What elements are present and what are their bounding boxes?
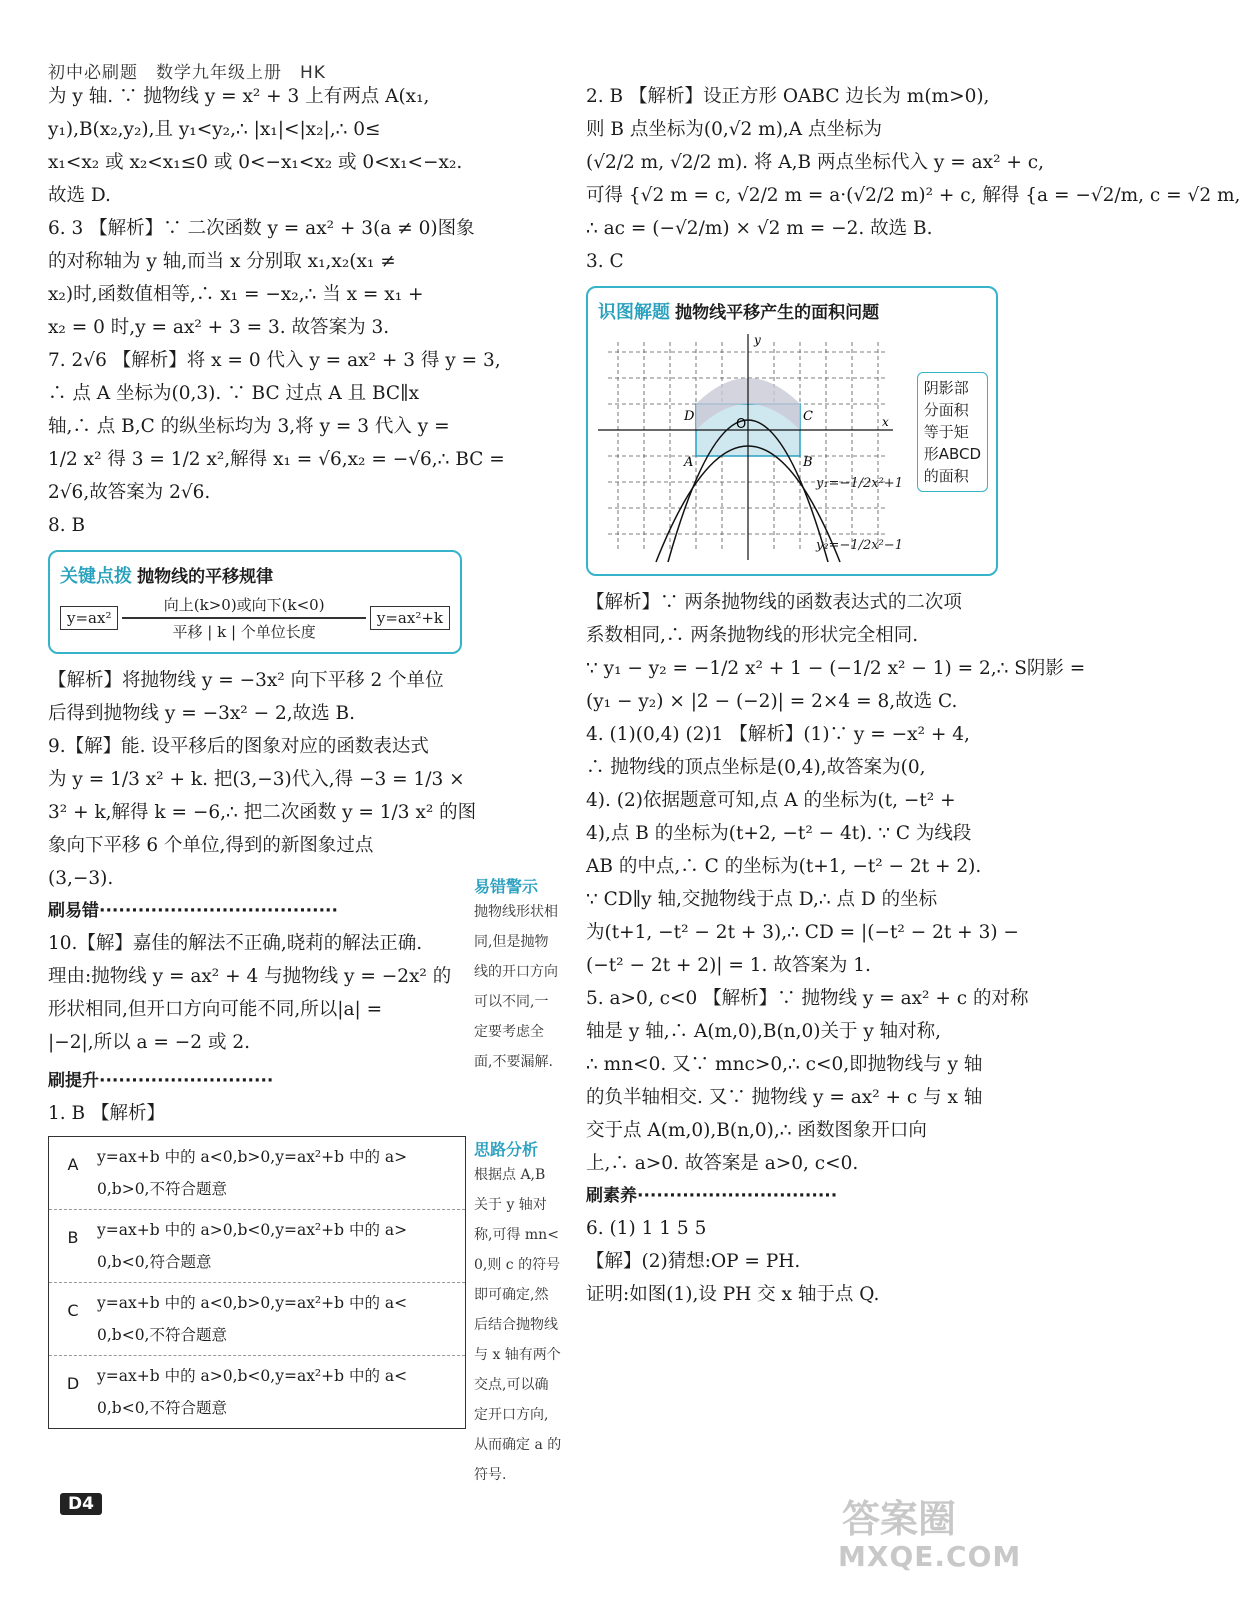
watermark-logo: 答案圈	[842, 1497, 957, 1541]
page-number: D4	[60, 1493, 102, 1515]
text-line: 为(t+1, −t² − 2t + 3),∴ CD = |(−t² − 2t + 3) −	[586, 922, 1019, 943]
svg-text:y: y	[754, 333, 761, 347]
text-line: ∴ mn<0. 又∵ mnc>0,∴ c<0,即抛物线与 y 轴	[586, 1054, 983, 1075]
side-note-silu	[474, 1125, 586, 1490]
option-text: 0,b>0,不符合题意	[97, 1180, 227, 1198]
page-header: 初中必刷题 数学九年级上册 HK	[48, 63, 326, 83]
option-text: 0,b<0,不符合题意	[97, 1326, 227, 1344]
option-row	[49, 1283, 465, 1356]
side-note-line: 同,但是抛物	[474, 934, 549, 950]
left-text-block-1	[48, 80, 505, 542]
text-line: x₁<x₂ 或 x₂<x₁≤0 或 0<−x₁<x₂ 或 0<x₁<−x₂.	[48, 152, 463, 173]
side-note-line: 与 x 轴有两个	[474, 1347, 561, 1363]
left-text-block-2	[48, 664, 477, 895]
graph-eq2: y₂=−1/2x²−1	[816, 538, 903, 553]
text-line: ∵ CD∥y 轴,交抛物线于点 D,∴ 点 D 的坐标	[586, 889, 938, 910]
text-line: ∴ ac = (−√2/m) × √2 m = −2. 故选 B.	[586, 218, 933, 239]
section-yicuo: 刷易错·····································	[48, 901, 338, 921]
text-line: x₂)时,函数值相等,∴ x₁ = −x₂,∴ 当 x = x₁ +	[48, 284, 424, 305]
side-note-line: 可以不同,一	[474, 994, 549, 1010]
svg-text:O: O	[736, 417, 747, 432]
text-line: 的对称轴为 y 轴,而当 x 分别取 x₁,x₂(x₁ ≠	[48, 251, 396, 272]
translation-rule	[60, 594, 450, 642]
side-note-line: 关于 y 轴对	[474, 1197, 547, 1213]
right-text-block-1	[586, 80, 1240, 278]
text-line: 形状相同,但开口方向可能不同,所以|a| =	[48, 999, 383, 1020]
graph-box-title: 识图解题 抛物线平移产生的面积问题	[598, 302, 880, 323]
text-line: AB 的中点,∴ C 的坐标为(t+1, −t² − 2t + 2).	[586, 856, 982, 877]
side-note-line: 0,则 c 的符号	[474, 1257, 561, 1273]
left-text-block-3	[48, 927, 468, 1059]
to-formula: y=ax²+k	[370, 606, 450, 630]
text-line: 理由:抛物线 y = ax² + 4 与抛物线 y = −2x² 的	[48, 966, 452, 987]
option-text: y=ax+b 中的 a<0,b>0,y=ax²+b 中的 a<	[97, 1294, 408, 1312]
text-line: x₂ = 0 时,y = ax² + 3 = 3. 故答案为 3.	[48, 317, 390, 338]
side-note-line: 抛物线形状相	[474, 904, 558, 920]
option-key: A	[67, 1155, 79, 1174]
right-text-block-3	[586, 1212, 1008, 1311]
text-line: |−2|,所以 a = −2 或 2.	[48, 1032, 250, 1053]
side-note-line: 定要考虑全	[474, 1024, 544, 1040]
parabola-graph	[598, 332, 898, 562]
option-text: 0,b<0,符合题意	[97, 1253, 212, 1271]
right-column	[586, 80, 1240, 1311]
note-line: 阴影部	[923, 379, 969, 397]
section-suyang: 刷素养·······························	[586, 1186, 838, 1206]
options-table	[48, 1136, 466, 1429]
side-note-line: 后结合抛物线	[474, 1317, 558, 1333]
key-point-title: 关键点拨 抛物线的平移规律	[60, 566, 274, 587]
side-note-line: 根据点 A,B	[474, 1167, 546, 1183]
text-line: 【解析】∵ 两条抛物线的函数表达式的二次项	[586, 592, 962, 613]
option-key: C	[67, 1301, 79, 1320]
text-line: 7. 2√6 【解析】将 x = 0 代入 y = ax² + 3 得 y = 3,	[48, 350, 501, 371]
text-line: 1/2 x² 得 3 = 1/2 x²,解得 x₁ = √6,x₂ = −√6,∴ BC =	[48, 449, 505, 470]
side-note-line: 即可确定,然	[474, 1287, 549, 1303]
text-line: y₁),B(x₂,y₂),且 y₁<y₂,∴ |x₁|<|x₂|,∴ 0≤	[48, 119, 381, 140]
side-note-line: 称,可得 mn<	[474, 1227, 559, 1243]
text-line: 2√6,故答案为 2√6.	[48, 482, 211, 503]
text-line: 交于点 A(m,0),B(n,0),∴ 函数图象开口向	[586, 1120, 927, 1141]
option-text: y=ax+b 中的 a<0,b>0,y=ax²+b 中的 a>	[97, 1148, 408, 1166]
text-line: 象向下平移 6 个单位,得到的新图象过点	[48, 835, 374, 856]
text-line: 轴是 y 轴,∴ A(m,0),B(n,0)关于 y 轴对称,	[586, 1021, 942, 1042]
section-tisheng: 刷提升···························	[48, 1071, 274, 1091]
note-line: 分面积	[923, 401, 969, 419]
text-line: (√2/2 m, √2/2 m). 将 A,B 两点坐标代入 y = ax² + c,	[586, 152, 1045, 173]
rule-top: 向上(k>0)或向下(k<0)	[163, 596, 325, 614]
text-line: 6. 3 【解析】∵ 二次函数 y = ax² + 3(a ≠ 0)图象	[48, 218, 475, 239]
option-text: 0,b<0,不符合题意	[97, 1399, 227, 1417]
key-point-box	[48, 550, 462, 654]
question-1: 1. B 【解析】	[48, 1103, 166, 1124]
from-formula: y=ax²	[60, 606, 118, 630]
text-line: 则 B 点坐标为(0,√2 m),A 点坐标为	[586, 119, 883, 140]
svg-text:B: B	[803, 455, 813, 470]
text-line: 【解析】将抛物线 y = −3x² 向下平移 2 个单位	[48, 670, 444, 691]
side-note-line: 符号.	[474, 1467, 507, 1483]
svg-text:D: D	[684, 409, 695, 424]
text-line: 可得 {√2 m = c, √2/2 m = a·(√2/2 m)² + c, 解得 {a = −√2/m, c = √2 m,	[586, 185, 1240, 206]
side-note-line: 定开口方向,	[474, 1407, 549, 1423]
option-text: y=ax+b 中的 a>0,b<0,y=ax²+b 中的 a>	[97, 1221, 408, 1239]
side-note-line: 交点,可以确	[474, 1377, 549, 1393]
text-line: 4). (2)依据题意可知,点 A 的坐标为(t, −t² +	[586, 790, 956, 811]
svg-text:C: C	[803, 409, 813, 424]
option-text: y=ax+b 中的 a>0,b<0,y=ax²+b 中的 a<	[97, 1367, 408, 1385]
svg-text:A: A	[684, 455, 694, 470]
rule-bottom: 平移 | k | 个单位长度	[172, 623, 316, 641]
text-line: (y₁ − y₂) × |2 − (−2)| = 2×4 = 8,故选 C.	[586, 691, 958, 712]
text-line: ∵ y₁ − y₂ = −1/2 x² + 1 − (−1/2 x² − 1) = 2,∴ S阴影 =	[586, 658, 1086, 679]
note-line: 的面积	[923, 467, 969, 485]
text-line: 上,∴ a>0. 故答案是 a>0, c<0.	[586, 1153, 859, 1174]
text-line: 轴,∴ 点 B,C 的纵坐标均为 3,将 y = 3 代入 y =	[48, 416, 450, 437]
side-note-title: 易错警示	[474, 877, 539, 896]
text-line: ∴ 抛物线的顶点坐标是(0,4),故答案为(0,	[586, 757, 926, 778]
text-line: 8. B	[48, 515, 86, 536]
text-line: 故选 D.	[48, 185, 111, 206]
text-line: 为 y = 1/3 x² + k. 把(3,−3)代入,得 −3 = 1/3 ×	[48, 769, 465, 790]
text-line: 后得到抛物线 y = −3x² − 2,故选 B.	[48, 703, 355, 724]
text-line: 系数相同,∴ 两条抛物线的形状完全相同.	[586, 625, 919, 646]
text-line: 2. B 【解析】设正方形 OABC 边长为 m(m>0),	[586, 86, 990, 107]
option-key: D	[66, 1374, 80, 1393]
watermark-url: MXQE.COM	[838, 1540, 1022, 1573]
text-line: 证明:如图(1),设 PH 交 x 轴于点 Q.	[586, 1284, 880, 1305]
graph-note	[917, 372, 988, 492]
side-note-title: 思路分析	[474, 1140, 539, 1159]
text-line: 的负半轴相交. 又∵ 抛物线 y = ax² + c 与 x 轴	[586, 1087, 983, 1108]
text-line: 9.【解】能. 设平移后的图象对应的函数表达式	[48, 736, 429, 757]
left-column	[48, 80, 505, 1429]
right-text-block-2	[586, 586, 1086, 1180]
text-line: 为 y 轴. ∵ 抛物线 y = x² + 3 上有两点 A(x₁,	[48, 86, 430, 107]
text-line: 3² + k,解得 k = −6,∴ 把二次函数 y = 1/3 x² 的图	[48, 802, 477, 823]
text-line: (3,−3).	[48, 868, 114, 889]
text-line: 10.【解】嘉佳的解法不正确,晓莉的解法正确.	[48, 933, 423, 954]
text-line: 5. a>0, c<0 【解析】∵ 抛物线 y = ax² + c 的对称	[586, 988, 1029, 1009]
option-row	[49, 1137, 465, 1210]
text-line: 3. C	[586, 251, 624, 272]
svg-text:x: x	[882, 415, 889, 429]
text-line: 【解】(2)猜想:OP = PH.	[586, 1251, 801, 1272]
text-line: 6. (1) 1 1 5 5	[586, 1218, 707, 1239]
side-note-line: 线的开口方向	[474, 964, 558, 980]
text-line: ∴ 点 A 坐标为(0,3). ∵ BC 过点 A 且 BC∥x	[48, 383, 420, 404]
note-line: 等于矩	[923, 423, 969, 441]
text-line: (−t² − 2t + 2)| = 1. 故答案为 1.	[586, 955, 871, 976]
side-note-line: 面,不要漏解.	[474, 1054, 553, 1070]
text-line: 4),点 B 的坐标为(t+2, −t² − 4t). ∵ C 为线段	[586, 823, 972, 844]
note-line: 形ABCD	[923, 445, 981, 463]
option-row	[49, 1356, 465, 1428]
graph-eq1: y₁=−1/2x²+1	[816, 476, 903, 491]
option-key: B	[67, 1228, 79, 1247]
rule-arrow	[118, 594, 369, 642]
graph-box	[586, 286, 998, 576]
text-line: 4. (1)(0,4) (2)1 【解析】(1)∵ y = −x² + 4,	[586, 724, 970, 745]
option-row	[49, 1210, 465, 1283]
side-note-line: 从而确定 a 的	[474, 1437, 562, 1453]
side-note-yicuo	[474, 862, 586, 1077]
